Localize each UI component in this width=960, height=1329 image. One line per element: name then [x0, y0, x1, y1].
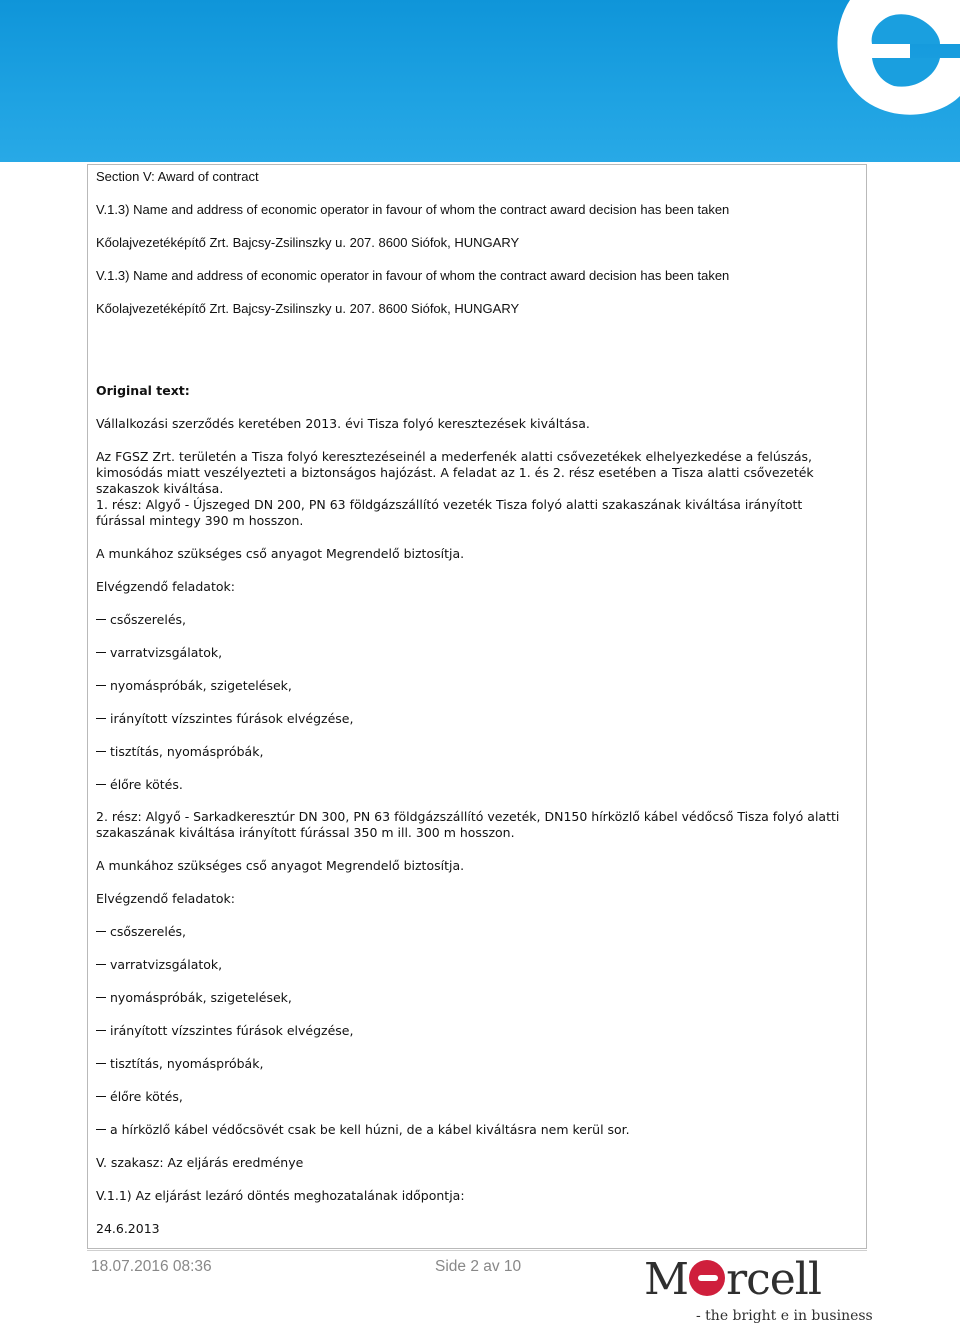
- dash-bullet: [96, 1063, 106, 1064]
- part1-task-item: [96, 777, 183, 793]
- brand-wordmark: [644, 1254, 821, 1306]
- task-text: irányított vízszintes fúrások elvégzése,: [110, 1023, 354, 1038]
- part2-task-item: [96, 1023, 353, 1039]
- brand-logo: [644, 1254, 873, 1326]
- dash-bullet: [96, 1030, 106, 1031]
- brand-tagline: - the bright e in business: [696, 1308, 873, 1324]
- task-text: a hírközlő kábel védőcsövét csak be kell húzni, de a kábel kiváltásra nem kerül sor.: [110, 1122, 630, 1137]
- part1-tasks-label: Elvégzendő feladatok:: [96, 579, 235, 594]
- part1-task-item: [96, 744, 263, 760]
- task-text: csőszerelés,: [110, 924, 187, 939]
- stylized-e-logo-icon: [790, 0, 960, 118]
- brand-suffix: rcell: [726, 1254, 821, 1305]
- task-text: élőre kötés,: [110, 1089, 183, 1104]
- dash-bullet: [96, 1096, 106, 1097]
- part2-task-item: [96, 957, 222, 973]
- part1-material-note: A munkához szükséges cső anyagot Megrendelő biztosítja.: [96, 546, 465, 561]
- part1-task-item: [96, 645, 222, 661]
- decision-heading: V.1.1) Az eljárást lezáró döntés meghozatalának időpontja:: [96, 1188, 465, 1203]
- part1-description: 1. rész: Algyő - Újszeged DN 200, PN 63 földgázszállító vezeték Tisza folyó alatti szakaszának kiváltása irányított fúrással mintegy 390 m hosszon.: [96, 497, 803, 528]
- dash-bullet: [96, 652, 106, 653]
- dash-bullet: [96, 931, 106, 932]
- task-text: csőszerelés,: [110, 612, 187, 627]
- brand-e-icon: [689, 1260, 725, 1296]
- task-text: varratvizsgálatok,: [110, 645, 223, 660]
- task-text: tisztítás, nyomáspróbák,: [110, 744, 264, 759]
- part2-task-item: [96, 1089, 183, 1105]
- dash-bullet: [96, 1129, 106, 1130]
- task-text: nyomáspróbák, szigetelések,: [110, 678, 292, 693]
- award-heading-1: V.1.3) Name and address of economic operator in favour of whom the contract award decision has been taken: [96, 202, 730, 217]
- part1-task-item: [96, 678, 292, 694]
- award-address-1: Kőolajvezetéképítő Zrt. Bajcsy-Zsilinszky u. 207. 8600 Siófok, HUNGARY: [96, 235, 520, 250]
- dash-bullet: [96, 619, 106, 620]
- footer-page-number: Side 2 av 10: [435, 1258, 522, 1275]
- dash-bullet: [96, 784, 106, 785]
- section-title: Section V: Award of contract: [96, 169, 259, 184]
- decision-date: 24.6.2013: [96, 1221, 160, 1236]
- task-text: irányított vízszintes fúrások elvégzése,: [110, 711, 354, 726]
- part2-tasks-label: Elvégzendő feladatok:: [96, 891, 235, 906]
- header-band: [0, 0, 960, 162]
- original-text-label: Original text:: [96, 383, 190, 398]
- document-frame: [87, 164, 867, 1249]
- part2-material-note: A munkához szükséges cső anyagot Megrendelő biztosítja.: [96, 858, 465, 873]
- part2-task-item: [96, 1122, 630, 1138]
- task-text: varratvizsgálatok,: [110, 957, 223, 972]
- award-heading-2: V.1.3) Name and address of economic operator in favour of whom the contract award decision has been taken: [96, 268, 730, 283]
- task-text: tisztítás, nyomáspróbák,: [110, 1056, 264, 1071]
- section-v-hungarian: V. szakasz: Az eljárás eredménye: [96, 1155, 304, 1170]
- dash-bullet: [96, 964, 106, 965]
- part1-task-item: [96, 612, 186, 628]
- dash-bullet: [96, 718, 106, 719]
- task-text: nyomáspróbák, szigetelések,: [110, 990, 292, 1005]
- part2-task-item: [96, 924, 186, 940]
- part2-task-item: [96, 1056, 263, 1072]
- part1-task-item: [96, 711, 353, 727]
- fgsz-paragraph: Az FGSZ Zrt. területén a Tisza folyó keresztezéseinél a mederfenék alatti csővezetékek elhelyezkedése a felúszás, kimosódás miatt veszélyezteti a biztonságos hajózást. A feladat az 1. és 2. rész esetében a Tisza alatti csővezeték szakaszok kiváltása.: [96, 449, 814, 496]
- award-address-2: Kőolajvezetéképítő Zrt. Bajcsy-Zsilinszky u. 207. 8600 Siófok, HUNGARY: [96, 301, 520, 316]
- task-text: élőre kötés.: [110, 777, 183, 792]
- brand-prefix: M: [644, 1254, 689, 1305]
- part2-description: 2. rész: Algyő - Sarkadkeresztúr DN 300, PN 63 földgázszállító vezeték, DN150 hírközlő kábel védőcső Tisza folyó alatti szakaszának kiváltása irányított fúrással 350 m ill. 300 m hosszon.: [96, 809, 840, 840]
- part2-task-item: [96, 990, 292, 1006]
- footer-timestamp: 18.07.2016 08:36: [91, 1258, 212, 1275]
- intro-line: Vállalkozási szerződés keretében 2013. évi Tisza folyó keresztezések kiváltása.: [96, 416, 590, 431]
- dash-bullet: [96, 997, 106, 998]
- dash-bullet: [96, 751, 106, 752]
- footer-rule: [87, 1250, 867, 1251]
- dash-bullet: [96, 685, 106, 686]
